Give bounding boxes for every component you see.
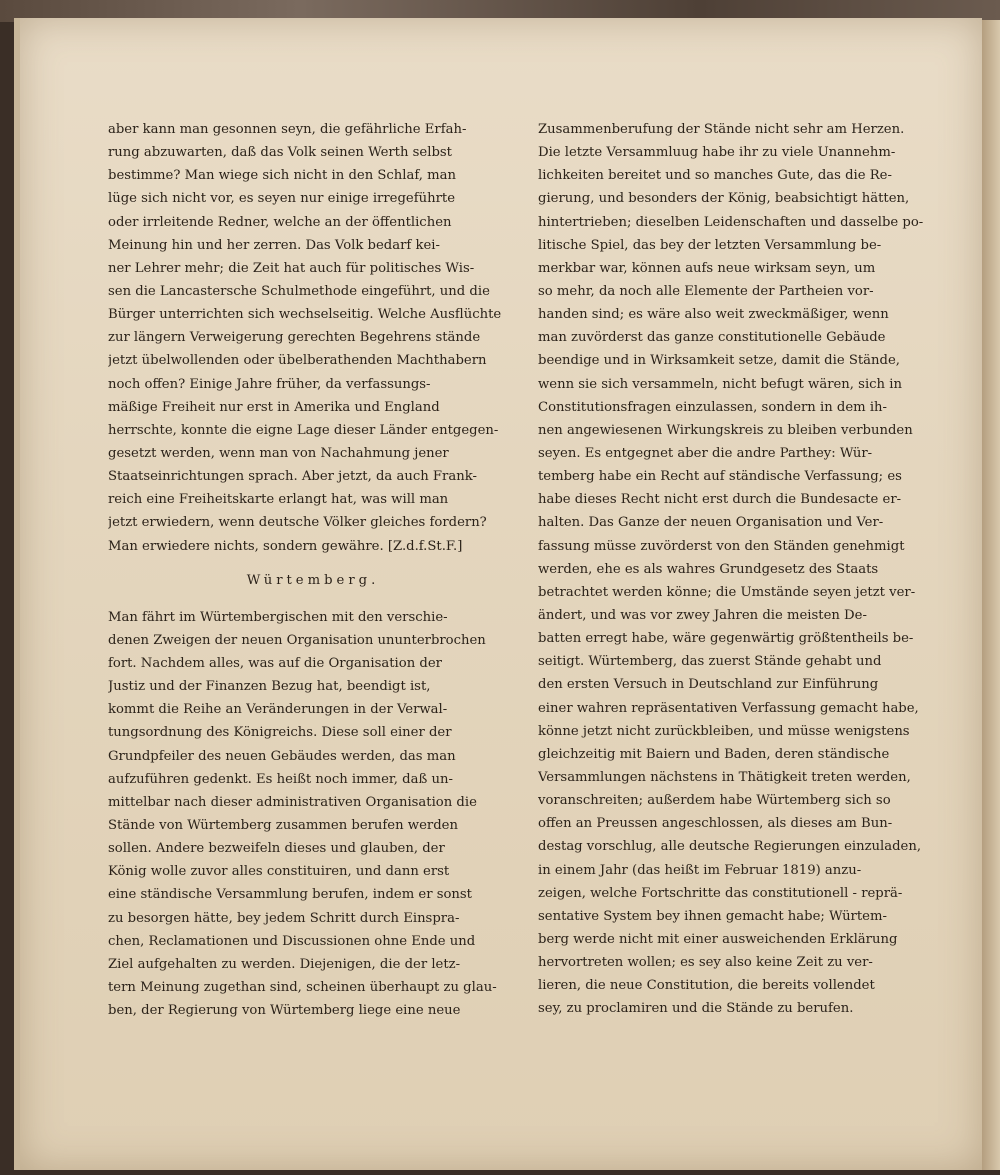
left-column [108,118,518,1022]
section-heading: Würtemberg. [246,572,380,588]
text-line: Constitutionsfragen einzulassen, sondern in dem ih- [538,399,887,415]
text-line: zeigen, welche Fortschritte das constitutionell - reprä- [538,885,903,901]
right-column [538,118,956,1020]
text-line: ner Lehrer mehr; die Zeit hat auch für politisches Wis- [108,260,475,276]
text-line: rung abzuwarten, daß das Volk seinen Werth selbst [108,145,452,161]
text-line: Stände von Würtemberg zusammen berufen werden [108,817,458,833]
text-line: zu besorgen hätte, bey jedem Schritt durch Einspra- [108,910,460,926]
text-line: in einem Jahr (das heißt im Februar 1819) anzu- [538,862,862,878]
text-line: beendige und in Wirksamkeit setze, damit die Stände, [538,353,900,369]
text-line: gleichzeitig mit Baiern und Baden, deren ständische [538,746,890,762]
text-line: sey, zu proclamiren und die Stände zu berufen. [538,1001,854,1017]
text-line: temberg habe ein Recht auf ständische Verfassung; es [538,469,902,485]
text-line: hintertrieben; dieselben Leidenschaften und dasselbe po- [538,214,924,230]
text-line: reich eine Freiheitskarte erlangt hat, was will man [108,492,449,508]
text-line: sen die Lancastersche Schulmethode eingeführt, und die [108,283,490,299]
text-line: voranschreiten; außerdem habe Würtemberg sich so [538,793,891,809]
text-line: litische Spiel, das bey der letzten Versammlung be- [538,237,882,253]
text-line: chen, Reclamationen und Discussionen ohne Ende und [108,933,476,949]
text-line: hervortreten wollen; es sey also keine Zeit zu ver- [538,955,873,971]
text-line: batten erregt habe, wäre gegenwärtig größtentheils be- [538,631,914,647]
text-line: Versammlungen nächstens in Thätigkeit treten werden, [538,769,911,785]
text-line: Man erwiedere nichts, sondern gewähre. [Z.d.f.St.F.] [108,538,463,554]
text-line: handen sind; es wäre also weit zweckmäßiger, wenn [538,307,889,323]
text-line: Grundpfeiler des neuen Gebäudes werden, das man [108,748,456,764]
text-line: kommt die Reihe an Veränderungen in der Verwal- [108,702,448,718]
text-line: merkbar war, können aufs neue wirksam seyn, um [538,260,876,276]
text-line: zur längern Verweigerung gerechten Begehrens stände [108,330,481,346]
text-line: destag vorschlug, alle deutsche Regierungen einzuladen, [538,839,922,855]
text-line: nen angewiesenen Wirkungskreis zu bleiben verbunden [538,422,913,438]
text-line: tungsordnung des Königreichs. Diese soll einer der [108,725,452,741]
text-line: König wolle zuvor alles constituiren, und dann erst [108,864,450,880]
text-line: denen Zweigen der neuen Organisation ununterbrochen [108,632,486,648]
text-line: sollen. Andere bezweifeln dieses und glauben, der [108,841,445,857]
text-line: herrschte, konnte die eigne Lage dieser Länder entgegen- [108,422,499,438]
text-line: könne jetzt nicht zurückbleiben, und müsse wenigstens [538,723,910,739]
text-line: lichkeiten bereitet und so manches Gute, das die Re- [538,168,892,184]
text-line: habe dieses Recht nicht erst durch die Bundesacte er- [538,492,902,508]
text-line: sentative System bey ihnen gemacht habe; Würtem- [538,908,887,924]
right-column-text [538,118,956,1020]
text-line: ändert, und was vor zwey Jahren die meisten De- [538,607,867,623]
text-line: mittelbar nach dieser administrativen Organisation die [108,794,477,810]
text-line: noch offen? Einige Jahre früher, da verfassungs- [108,376,431,392]
text-line: Bürger unterrichten sich wechselseitig. Welche Ausflüchte [108,307,502,323]
text-line: tern Meinung zugethan sind, scheinen überhaupt zu glau- [108,979,497,995]
text-line: aufzuführen gedenkt. Es heißt noch immer, daß un- [108,771,453,787]
text-line: offen an Preussen angeschlossen, als dieses am Bun- [538,816,893,832]
text-line: berg werde nicht mit einer ausweichenden Erklärung [538,931,898,947]
text-line: mäßige Freiheit nur erst in Amerika und England [108,399,440,415]
text-line: Staatseinrichtungen sprach. Aber jetzt, da auch Frank- [108,469,477,485]
left-column-text-bottom [108,606,518,1023]
text-line: gierung, und besonders der König, beabsichtigt hätten, [538,191,910,207]
text-line: gesetzt werden, wenn man von Nachahmung jener [108,445,449,461]
text-line: fassung müsse zuvörderst von den Ständen genehmigt [538,538,905,554]
text-line: lieren, die neue Constitution, die bereits vollendet [538,978,875,994]
text-line: eine ständische Versammlung berufen, indem er sonst [108,887,472,903]
text-line: jetzt übelwollenden oder übelberathenden Machthabern [108,353,487,369]
text-line: jetzt erwiedern, wenn deutsche Völker gleiches fordern? [108,515,487,531]
text-line: betrachtet werden könne; die Umstände seyen jetzt ver- [538,584,916,600]
text-line: seyen. Es entgegnet aber die andre Parthey: Wür- [538,445,873,461]
text-line: Zusammenberufung der Stände nicht sehr am Herzen. [538,122,905,137]
text-line: Meinung hin und her zerren. Das Volk bedarf kei- [108,237,440,253]
text-line: einer wahren repräsentativen Verfassung gemacht habe, [538,700,919,716]
text-line: man zuvörderst das ganze constitutionelle Gebäude [538,330,886,346]
text-line: wenn sie sich versammeln, nicht befugt wären, sich in [538,376,902,392]
text-line: Die letzte Versammluug habe ihr zu viele Unannehm- [538,145,896,161]
text-line: oder irrleitende Redner, welche an der öffentlichen [108,214,452,230]
text-line: den ersten Versuch in Deutschland zur Einführung [538,677,879,693]
text-line: lüge sich nicht vor, es seyen nur einige irregeführte [108,191,455,207]
text-line: ben, der Regierung von Würtemberg liege eine neue [108,1003,461,1019]
text-line: Man fährt im Würtembergischen mit den verschie- [108,609,448,625]
text-line: werden, ehe es als wahres Grundgesetz des Staats [538,561,879,577]
left-column-text-top [108,118,518,558]
text-line: so mehr, da noch alle Elemente der Partheien vor- [538,283,874,299]
text-line: aber kann man gesonnen seyn, die gefährliche Erfah- [108,122,467,137]
text-line: Justiz und der Finanzen Bezug hat, beendigt ist, [108,679,431,695]
text-line: Ziel aufgehalten zu werden. Diejenigen, die der letz- [108,956,461,972]
text-line: seitigt. Würtemberg, das zuerst Stände gehabt und [538,654,882,670]
text-line: bestimme? Man wiege sich nicht in den Schlaf, man [108,168,457,184]
text-line: fort. Nachdem alles, was auf die Organisation der [108,655,442,671]
text-line: halten. Das Ganze der neuen Organisation und Ver- [538,515,884,531]
